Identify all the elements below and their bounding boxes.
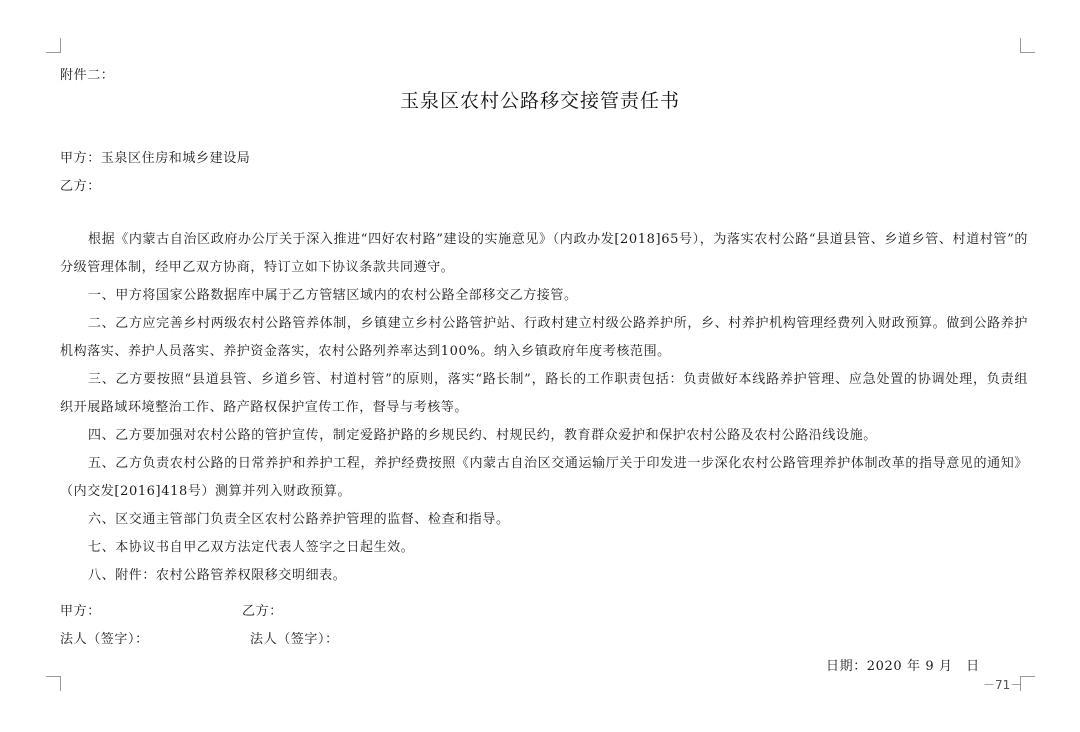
legal-rep-b: 法人（签字）： xyxy=(250,632,339,647)
clause-5: 五、乙方负责农村公路的日常养护和养护工程，养护经费按照《内蒙古自治区交通运输厅关于印发进一步深化农村公路管理养护体制改革的指导意见的通知》（内交发[2016]418号）测算并列入财政预算。 xyxy=(60,456,1028,499)
crop-mark-top-left xyxy=(46,38,61,53)
attachment-label: 附件二： xyxy=(60,68,115,83)
agreement-body xyxy=(60,226,1028,590)
crop-mark-top-right xyxy=(1020,38,1035,53)
preamble-paragraph: 根据《内蒙古自治区政府办公厅关于深入推进“四好农村路”建设的实施意见》（内政办发[2018]65号），为落实农村公路“县道县管、乡道乡管、村道村管”的分级管理体制，经甲乙双方协商，特订立如下协议条款共同遵守。 xyxy=(60,232,1028,275)
clause-7: 七、本协议书自甲乙双方法定代表人签字之日起生效。 xyxy=(88,540,415,555)
document-title: 玉泉区农村公路移交接管责任书 xyxy=(399,90,680,112)
clause-3: 三、乙方要按照“县道县管、乡道乡管、村道村管”的原则，落实“路长制”，路长的工作职责包括：负责做好本线路养护管理、应急处置的协调处理，负责组织开展路域环境整治工作、路产路权保护宣传工作，督导与考核等。 xyxy=(60,372,1028,415)
clause-1: 一、甲方将国家公路数据库中属于乙方管辖区域内的农村公路全部移交乙方接管。 xyxy=(88,288,578,303)
signature-party-a: 甲方： xyxy=(60,604,101,619)
clause-6: 六、区交通主管部门负责全区农村公路养护管理的监督、检查和指导。 xyxy=(88,512,510,527)
party-b-line: 乙方： xyxy=(60,179,101,194)
date-line: 日期：2020 年 9 月 日 xyxy=(826,659,980,674)
signature-party-b: 乙方： xyxy=(242,604,283,619)
crop-mark-bottom-left xyxy=(46,676,61,691)
clause-2: 二、乙方应完善乡村两级农村公路管养体制，乡镇建立乡村公路管护站、行政村建立村级公路养护所，乡、村养护机构管理经费列入财政预算。做到公路养护机构落实、养护人员落实、养护资金落实，农村公路列养率达到100%。纳入乡镇政府年度考核范围。 xyxy=(60,316,1028,359)
legal-rep-a: 法人（签字）： xyxy=(60,632,149,647)
page-number: －71－ xyxy=(983,678,1023,692)
clause-4: 四、乙方要加强对农村公路的管护宣传，制定爱路护路的乡规民约、村规民约，教育群众爱护和保护农村公路及农村公路沿线设施。 xyxy=(88,428,877,443)
clause-8: 八、附件：农村公路管养权限移交明细表。 xyxy=(88,568,347,583)
party-a-line: 甲方：玉泉区住房和城乡建设局 xyxy=(60,151,251,166)
